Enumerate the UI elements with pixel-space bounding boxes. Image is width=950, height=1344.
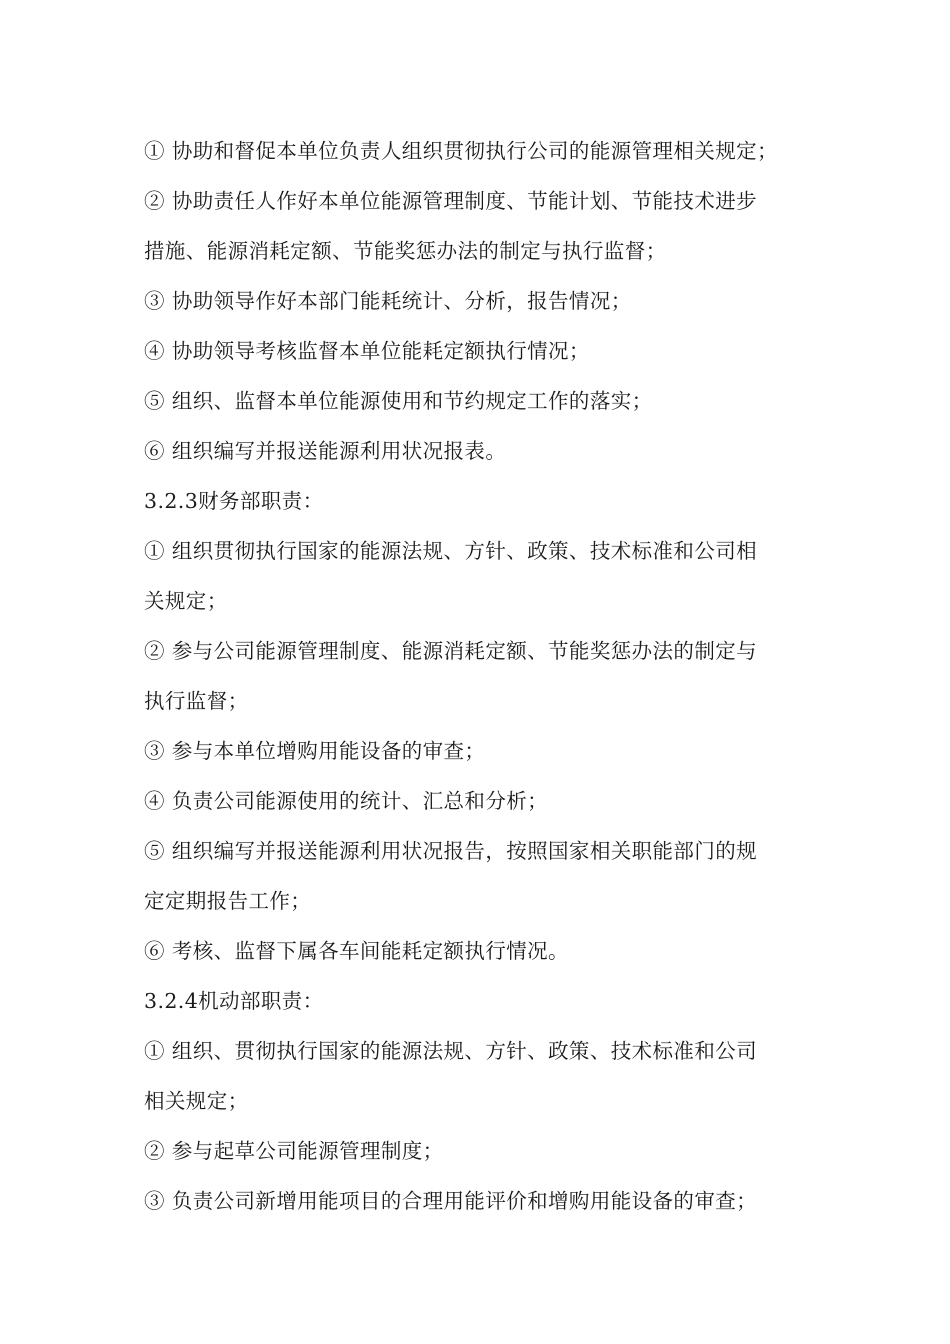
text-line: ③ 负责公司新增用能项目的合理用能评价和增购用能设备的审查； bbox=[144, 1189, 758, 1213]
section-heading: 3.2.3财务部职责： bbox=[144, 489, 324, 513]
text-line: ③ 参与本单位增购用能设备的审查； bbox=[144, 739, 486, 763]
text-line: ④ 协助领导考核监督本单位能耗定额执行情况； bbox=[144, 339, 590, 363]
text-line: ② 参与公司能源管理制度、能源消耗定额、节能奖惩办法的制定与 bbox=[144, 639, 758, 663]
text-line: ⑤ 组织编写并报送能源利用状况报告，按照国家相关职能部门的规 bbox=[144, 839, 758, 863]
text-line: ② 协助责任人作好本单位能源管理制度、节能计划、节能技术进步 bbox=[144, 189, 758, 213]
text-line: ⑤ 组织、监督本单位能源使用和节约规定工作的落实； bbox=[144, 389, 653, 413]
text-line: 定定期报告工作； bbox=[144, 889, 312, 913]
text-line: 相关规定； bbox=[144, 1089, 249, 1113]
text-line: ① 协助和督促本单位负责人组织贯彻执行公司的能源管理相关规定； bbox=[144, 139, 778, 163]
text-line: ① 组织、贯彻执行国家的能源法规、方针、政策、技术标准和公司 bbox=[144, 1039, 758, 1063]
text-line: ③ 协助领导作好本部门能耗统计、分析，报告情况； bbox=[144, 289, 632, 313]
text-line: ⑥ 组织编写并报送能源利用状况报表。 bbox=[144, 439, 507, 463]
text-line: ④ 负责公司能源使用的统计、汇总和分析； bbox=[144, 789, 549, 813]
text-line: 执行监督； bbox=[144, 689, 249, 713]
text-line: ② 参与起草公司能源管理制度； bbox=[144, 1139, 444, 1163]
section-heading: 3.2.4机动部职责： bbox=[144, 989, 324, 1013]
text-line: ① 组织贯彻执行国家的能源法规、方针、政策、技术标准和公司相 bbox=[144, 539, 758, 563]
text-line: ⑥ 考核、监督下属各车间能耗定额执行情况。 bbox=[144, 939, 569, 963]
text-line: 措施、能源消耗定额、节能奖惩办法的制定与执行监督； bbox=[144, 239, 667, 263]
document-body bbox=[144, 126, 824, 1226]
text-line: 关规定； bbox=[144, 589, 228, 613]
